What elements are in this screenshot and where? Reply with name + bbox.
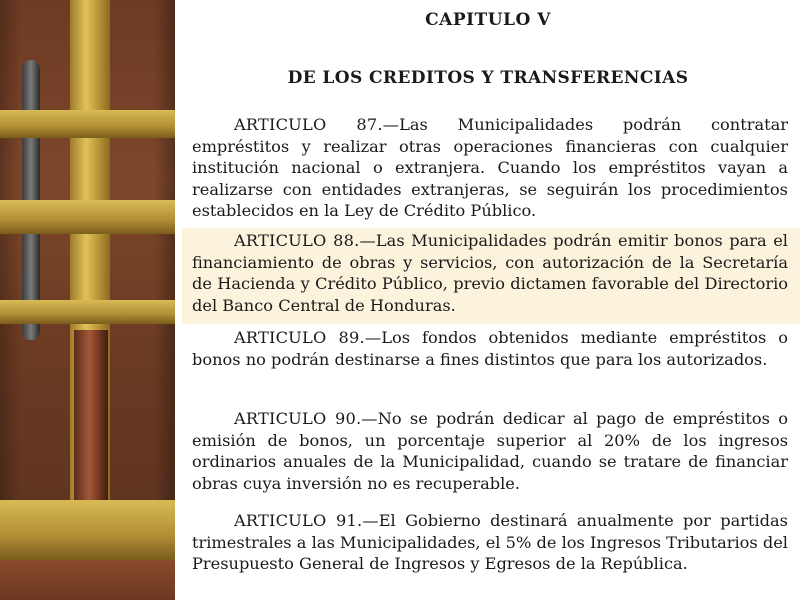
article-87 xyxy=(192,114,788,222)
document-page xyxy=(182,0,794,600)
article-heading: ARTICULO 88.— xyxy=(234,231,376,250)
drilling-rig-photo xyxy=(0,0,175,600)
photo-base-clamp xyxy=(0,500,175,560)
article-heading: ARTICULO 90.— xyxy=(234,409,378,428)
article-text: Los fondos obtenidos mediante empréstitos o bonos no podrán destinarse a fines distintos que para los autorizados. xyxy=(192,328,788,369)
article-text: No se podrán dedicar al pago de empréstitos o emisión de bonos, un porcentaje superior al 20% de los ingresos ordinarios anuales de la Municipalidad, cuando se tratare de financiar obras cuya inversión no es recuperable. xyxy=(192,409,788,493)
article-text: El Gobierno destinará anualmente por partidas trimestrales a las Municipalidades, el 5% de los Ingresos Tributarios del Presupuesto General de Ingresos y Egresos de la República. xyxy=(192,511,788,573)
article-heading: ARTICULO 91.— xyxy=(234,511,379,530)
section-title: DE LOS CREDITOS Y TRANSFERENCIAS xyxy=(287,68,689,88)
photo-beam xyxy=(0,300,175,324)
photo-beam xyxy=(0,200,175,234)
article-91 xyxy=(192,510,788,575)
photo-drill-pipe xyxy=(74,330,108,520)
photo-beam xyxy=(0,110,175,138)
article-heading: ARTICULO 87.— xyxy=(234,115,400,134)
article-90 xyxy=(192,408,788,494)
article-88 xyxy=(192,230,788,316)
article-text: Las Municipalidades podrán contratar empréstitos y realizar otras operaciones financieras con cualquier institución nacional o extranjera. Cuando los empréstitos vayan a realizarse con entidades extranjeras, se seguirán los procedimientos establecidos en la Ley de Crédito Público. xyxy=(192,115,788,220)
article-text: Las Municipalidades podrán emitir bonos para el financiamiento de obras y servicios, con autorización de la Secretaría de Hacienda y Crédito Público, previo dictamen favorable del Directorio del Banco Central de Honduras. xyxy=(192,231,788,315)
article-89 xyxy=(192,327,788,370)
article-heading: ARTICULO 89.— xyxy=(234,328,382,347)
photo-ground xyxy=(0,560,175,600)
chapter-title: CAPITULO V xyxy=(425,10,551,30)
